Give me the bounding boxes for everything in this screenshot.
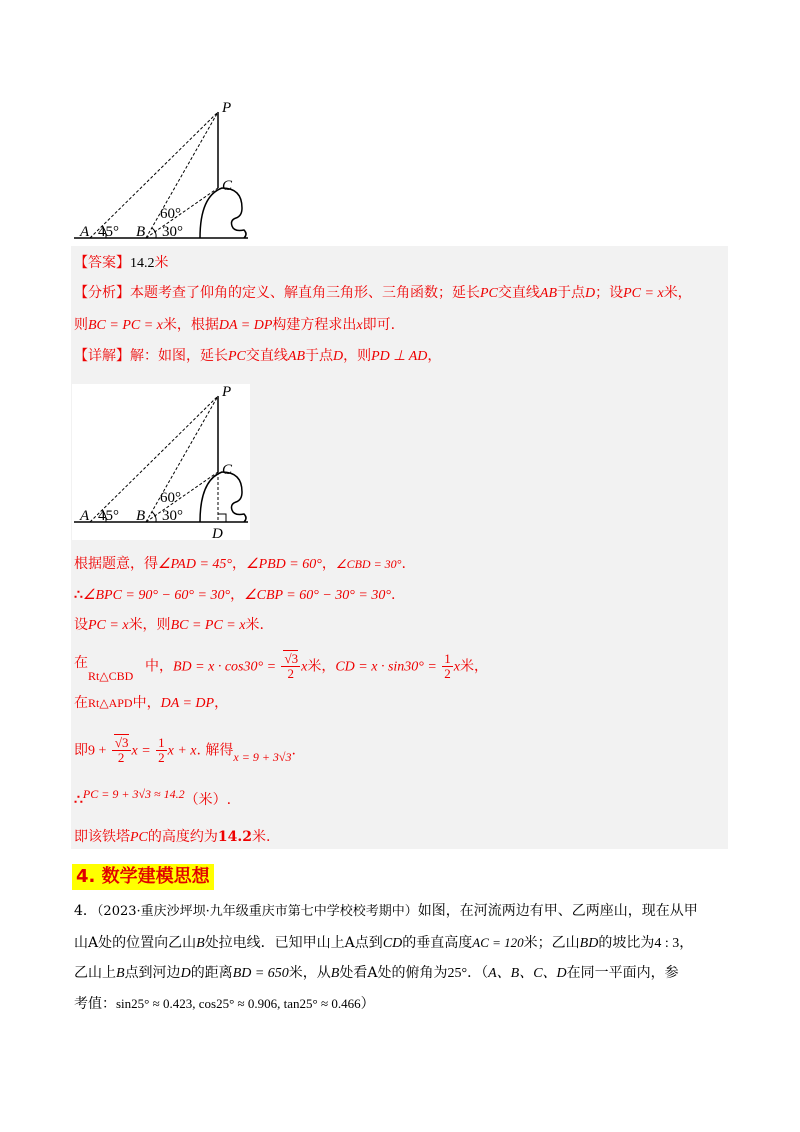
question-math: CD xyxy=(382,936,403,951)
question-text: ） xyxy=(360,996,375,1012)
fraction xyxy=(281,652,300,681)
step-math: PC = x xyxy=(88,618,129,633)
angle-45: 45° xyxy=(98,508,119,524)
label-c: C xyxy=(222,178,233,194)
label-p: P xyxy=(222,100,232,116)
answer-unit: 米 xyxy=(154,255,169,271)
step-math: 9 + xyxy=(88,743,107,759)
question-text: 考值： xyxy=(74,996,116,1012)
question-math: A、B、C、D xyxy=(488,966,567,981)
step-text: ， xyxy=(232,556,247,572)
detail-text: 于点 xyxy=(305,348,333,364)
fraction-num xyxy=(112,736,131,751)
step-4 xyxy=(74,652,88,674)
step-math: BC = PC = x xyxy=(170,618,246,633)
question-line-4 xyxy=(74,993,375,1015)
step-text: . xyxy=(390,587,396,603)
fraction-den: 2 xyxy=(158,750,165,765)
detail-text: ， xyxy=(427,348,442,364)
step-math: Rt△CBD xyxy=(88,669,134,683)
fraction xyxy=(112,736,131,765)
fraction xyxy=(156,736,167,765)
question-source: （2023·重庆沙坪坝·九年级重庆市第七中学校校考期中） xyxy=(96,904,418,919)
question-line-1 xyxy=(74,900,698,923)
question-line-2 xyxy=(74,932,693,955)
step-value: 14.2 xyxy=(217,829,252,845)
label-c: C xyxy=(222,462,233,478)
analysis-line-2 xyxy=(74,314,395,337)
step-text: . 解得 xyxy=(196,742,234,759)
geometry-figure-2 xyxy=(72,384,252,542)
step-text: 米. xyxy=(245,617,264,633)
detail-text: ，则 xyxy=(343,348,372,364)
fraction-num: 1 xyxy=(444,651,451,666)
question-text: 乙山上 xyxy=(74,965,116,981)
step-text: ， xyxy=(214,695,229,711)
analysis-text: 交直线 xyxy=(497,285,540,301)
fraction-den: 2 xyxy=(444,666,451,681)
sight-line-b-p xyxy=(146,112,218,238)
step-text: （米）. xyxy=(184,792,232,808)
label-p: P xyxy=(222,384,232,400)
question-text: 在同一平面内，参 xyxy=(566,965,679,981)
step-text: ， xyxy=(230,587,245,603)
analysis-text: 米，根据 xyxy=(162,317,219,333)
analysis-x: x xyxy=(356,318,363,333)
step-text: 中， xyxy=(132,695,161,711)
step-text: 的高度约为 xyxy=(147,829,218,845)
question-text: 山A处的位置向乙山 xyxy=(74,935,197,951)
analysis-text: 则 xyxy=(74,317,88,333)
fraction-num xyxy=(281,652,300,667)
analysis-text: ；设 xyxy=(595,285,624,301)
answer-value: 14.2 xyxy=(130,256,155,271)
detail-text: 解：如图，延长 xyxy=(130,348,228,364)
detail-d: D xyxy=(333,349,344,364)
step-math: x xyxy=(453,659,461,675)
question-math: B xyxy=(330,966,340,981)
question-math: sin25° ≈ 0.423, cos25° ≈ 0.906, tan25° ≈ 0.466 xyxy=(116,996,361,1011)
step-math: x = 9 + 3√3 xyxy=(233,749,292,764)
step-1 xyxy=(74,553,406,576)
analysis-eq: PC = x xyxy=(623,286,664,301)
geometry-figure-1 xyxy=(72,100,252,245)
analysis-text: 即可. xyxy=(362,317,396,333)
step-math: ∠CBP = 60° − 30° = 30° xyxy=(244,588,391,603)
step-text: 在 xyxy=(74,695,88,711)
question-math: B xyxy=(116,966,125,981)
analysis-eq: DA = DP xyxy=(218,318,273,333)
label-a: A xyxy=(80,224,90,240)
analysis-text: 本题考查了仰角的定义、解直角三角形、三角函数；延长 xyxy=(130,285,480,301)
analysis-tag: 【分析】 xyxy=(74,285,130,301)
question-math: BD = 650 xyxy=(232,966,289,981)
step-text: 根据题意，得 xyxy=(74,556,158,572)
angle-30: 30° xyxy=(162,508,183,524)
step-text: 设 xyxy=(74,617,88,633)
step-8 xyxy=(74,826,270,849)
therefore-symbol: ∴ xyxy=(74,792,83,808)
sight-line-a xyxy=(90,112,218,238)
label-a: A xyxy=(80,508,90,524)
analysis-eq: BC = PC = x xyxy=(88,318,163,333)
analysis-ab: AB xyxy=(539,286,557,301)
step-text: . xyxy=(291,742,296,759)
angle-60: 60° xyxy=(160,490,181,506)
step-text: 米. xyxy=(252,829,271,845)
question-math: 25° xyxy=(447,966,468,981)
section-heading: 4. 数学建模思想 xyxy=(72,864,214,890)
detail-text: 交直线 xyxy=(245,348,288,364)
therefore-symbol: ∴ xyxy=(74,587,83,603)
step-text: 米，则 xyxy=(128,617,171,633)
detail-tag: 【详解】 xyxy=(74,348,130,364)
step-math: x = xyxy=(131,743,151,759)
fraction-num: 1 xyxy=(158,735,165,750)
detail-ab: AB xyxy=(287,349,305,364)
detail-line xyxy=(74,345,441,368)
question-text: 的距离 xyxy=(190,965,233,981)
question-math: AC = 120 xyxy=(472,935,524,950)
question-math: D xyxy=(180,966,191,981)
step-math: BD = x · cos30° = xyxy=(173,659,277,675)
angle-arc-b xyxy=(152,228,156,238)
question-line-3 xyxy=(74,962,679,985)
analysis-pc: PC xyxy=(480,286,498,301)
answer-line xyxy=(74,252,169,275)
step-math: PC xyxy=(130,830,148,845)
analysis-text: 米， xyxy=(663,285,692,301)
step-text: 米， xyxy=(460,658,489,675)
question-text: ．（ xyxy=(467,965,489,981)
step-7 xyxy=(74,789,231,811)
question-number: 4． xyxy=(74,903,97,919)
step-5 xyxy=(74,692,228,715)
step-math: ∠PBD = 60° xyxy=(246,557,322,572)
step-text: 即该铁塔 xyxy=(74,829,130,845)
step-4-tri xyxy=(88,665,133,687)
step-text: 米， xyxy=(307,658,336,675)
label-b: B xyxy=(136,224,146,240)
step-text: ， xyxy=(321,556,336,572)
label-b: B xyxy=(136,508,146,524)
question-text: ， xyxy=(679,935,694,951)
sqrt-3: √3 xyxy=(284,651,299,666)
step-math: x + x xyxy=(167,743,197,759)
analysis-text: 于点 xyxy=(557,285,585,301)
question-text: 如图，在河流两边有甲、乙两座山，现在从甲 xyxy=(417,903,698,919)
question-text: 米；乙山 xyxy=(523,935,580,951)
question-math: BD xyxy=(579,936,599,951)
detail-perp: PD ⊥ AD xyxy=(371,349,428,364)
step-math: ∠PAD = 45° xyxy=(158,557,233,572)
step-math: ∠CBD = 30° xyxy=(335,557,402,571)
angle-60: 60° xyxy=(160,206,181,222)
step-math: Rt△APD xyxy=(88,696,133,710)
question-text: 的坡比为 xyxy=(598,935,655,951)
step-math: x xyxy=(301,659,308,675)
sqrt-3: √3 xyxy=(114,735,129,750)
fraction-den: 2 xyxy=(117,750,125,765)
analysis-text: 构建方程求出 xyxy=(272,317,357,333)
step-text: . xyxy=(401,556,406,572)
question-text: 处看A处的俯角为 xyxy=(339,965,448,981)
question-text: 米，从 xyxy=(288,965,331,981)
angle-45: 45° xyxy=(98,224,119,240)
detail-pc: PC xyxy=(228,349,246,364)
answer-tag: 【答案】 xyxy=(74,255,130,271)
step-text: 中， xyxy=(145,658,173,675)
question-text: 处拉电线．已知甲山上A点到 xyxy=(204,935,383,951)
analysis-line-1 xyxy=(74,282,692,305)
step-math: PC = 9 + 3√3 ≈ 14.2 xyxy=(82,787,185,801)
step-4-body xyxy=(145,652,488,681)
hill-shape xyxy=(200,188,246,238)
step-3 xyxy=(74,614,264,637)
question-math: B xyxy=(196,936,205,951)
label-d: D xyxy=(212,526,223,542)
fraction xyxy=(442,652,453,681)
question-text: 的垂直高度 xyxy=(402,935,473,951)
analysis-d: D xyxy=(585,286,596,301)
step-math: ∠BPC = 90° − 60° = 30° xyxy=(82,588,231,603)
step-text: 在 xyxy=(74,655,88,671)
step-text: 即 xyxy=(74,742,88,759)
step-math: CD = x · sin30° = xyxy=(335,659,437,675)
step-2 xyxy=(74,584,395,607)
question-math: 4 : 3 xyxy=(654,936,680,951)
question-text: 点到河边 xyxy=(124,965,181,981)
step-math: DA = DP xyxy=(160,696,215,711)
step-6 xyxy=(74,736,296,765)
fraction-den: 2 xyxy=(287,666,295,681)
angle-30: 30° xyxy=(162,224,183,240)
